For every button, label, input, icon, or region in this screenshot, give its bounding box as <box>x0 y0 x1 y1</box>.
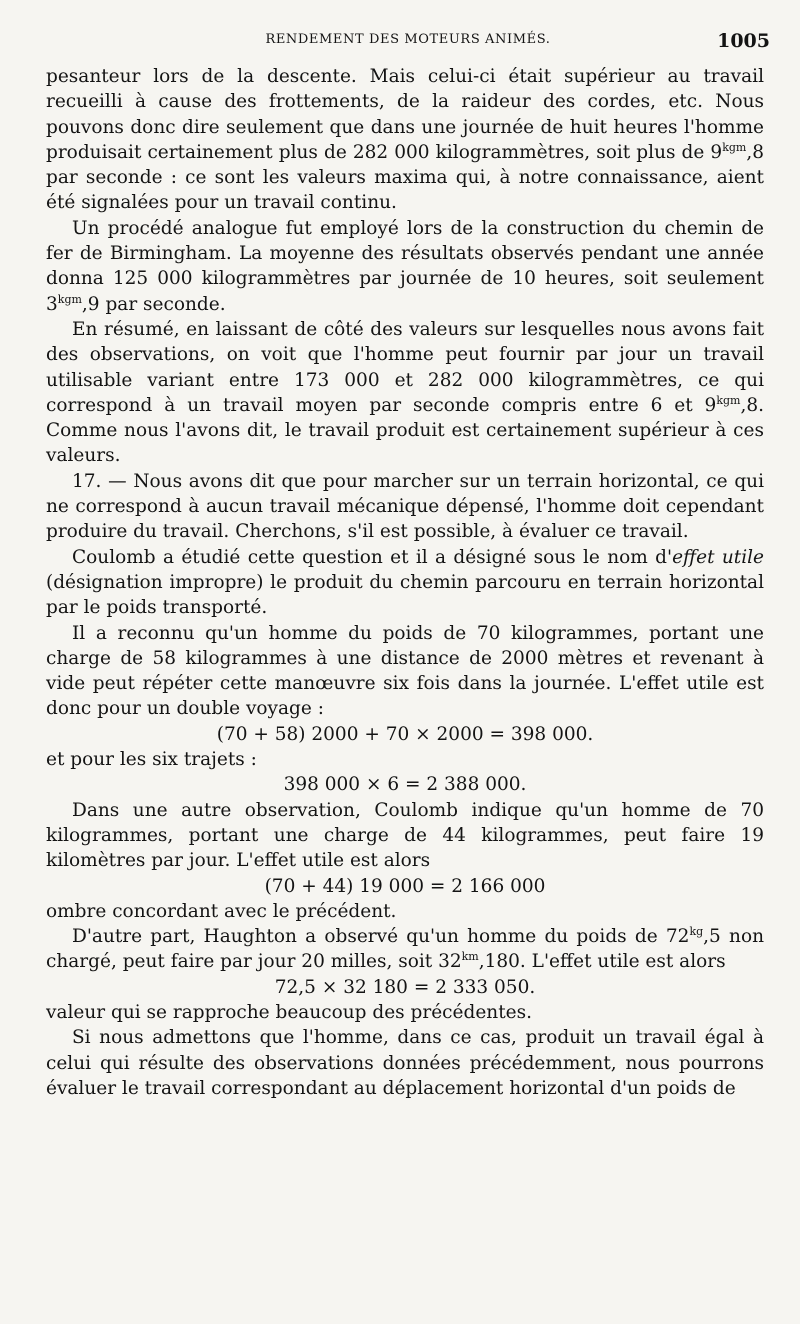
paragraph-2: Un procédé analogue fut employé lors de la construction du chemin de fer de Birmingham. La moyenne des résultats observés pendant une année donna 125 000 kilogrammètres par journée de 10 heures, soit seulement $3^{kgm},9$ par seconde. <box>46 217 764 315</box>
unit-superscript: kg <box>689 925 704 939</box>
unit-superscript: kgm <box>716 393 741 407</box>
paragraph-1: pesanteur lors de la descente. Mais celui-ci était supérieur au travail recueilli à cause des frottements, de la raideur des cordes, etc. Nous pouvons donc dire seulement que dans une journée de huit heures l'homme produisait certainement plus de 282 000 kilogrammètres, soit plus de $9^{kgm},8$ par seconde : ce sont les valeurs maxima qui, à notre connaissance, aient été signalées pour un travail continu. <box>46 66 764 214</box>
unit-superscript: kgm <box>57 292 82 306</box>
paragraph-observation-1: Il a reconnu qu'un homme du poids de 70 kilogrammes, portant une charge de 58 kilogrammes à une distance de 2000 mètres et revenant à vide peut répéter cette manœuvre six fois dans la journée. L'effet utile est donc pour un double voyage : <box>46 622 764 720</box>
paragraph-observation-2: Dans une autre observation, Coulomb indique qu'un homme de 70 kilogrammes, portant une charge de 44 kilogrammes, peut faire 19 kilomètres par jour. L'effet utile est alors <box>46 799 764 872</box>
page-number: 1005 <box>717 30 770 52</box>
paragraph-concordant: ombre concordant avec le précédent. <box>46 900 397 922</box>
equation-six-trips: 398 000 × 6 = 2 388 000. <box>283 774 527 796</box>
running-head: RENDEMENT DES MOTEURS ANIMÉS. <box>265 32 551 47</box>
paragraph-six-trips: et pour les six trajets : <box>46 749 257 771</box>
equation-haughton: 72,5 × 32 180 = 2 333 050. <box>274 976 536 998</box>
page-header <box>46 30 770 54</box>
equation-observation-2: (70 + 44) 19 000 = 2 166 000 <box>264 875 546 897</box>
paragraph-value: valeur qui se rapproche beaucoup des précédentes. <box>46 1001 532 1023</box>
page-body <box>46 64 764 1101</box>
paragraph-coulomb: Coulomb a étudié cette question et il a désigné sous le nom d'effet utile (désignation impropre) le produit du chemin parcouru en terrain horizontal par le poids transporté. <box>46 546 765 619</box>
paragraph-3: En résumé, en laissant de côté des valeurs sur lesquelles nous avons fait des observations, on voit que l'homme peut fournir par jour un travail utilisable variant entre 173 000 et 282 000 kilogrammètres, ce qui correspond à un travail moyen par seconde compris entre 6 et $9^{kgm},8$. Comme nous l'avons dit, le travail produit est certainement supérieur à ces valeurs. <box>46 318 764 467</box>
emphasis-term: effet utile <box>672 546 765 568</box>
equation-double-voyage: (70 + 58) 2000 + 70 × 2000 = 398 000. <box>216 723 594 745</box>
paragraph-section-17: 17. — Nous avons dit que pour marcher sur un terrain horizontal, ce qui ne correspond à aucun travail mécanique dépensé, l'homme doit cependant produire du travail. Cherchons, s'il est possible, à évaluer ce travail. <box>46 470 764 543</box>
paragraph-haughton: D'autre part, Haughton a observé qu'un homme du poids de $72^{kg},5$ non chargé, peut faire par jour 20 milles, soit $32^{km},180$. L'effet utile est alors <box>46 925 764 973</box>
unit-superscript: km <box>461 950 479 964</box>
unit-superscript: kgm <box>722 140 747 154</box>
paragraph-final: Si nous admettons que l'homme, dans ce cas, produit un travail égal à celui qui résulte des observations données précédemment, nous pourrons évaluer le travail correspondant au déplacement horizontal d'un poids de <box>46 1027 764 1099</box>
